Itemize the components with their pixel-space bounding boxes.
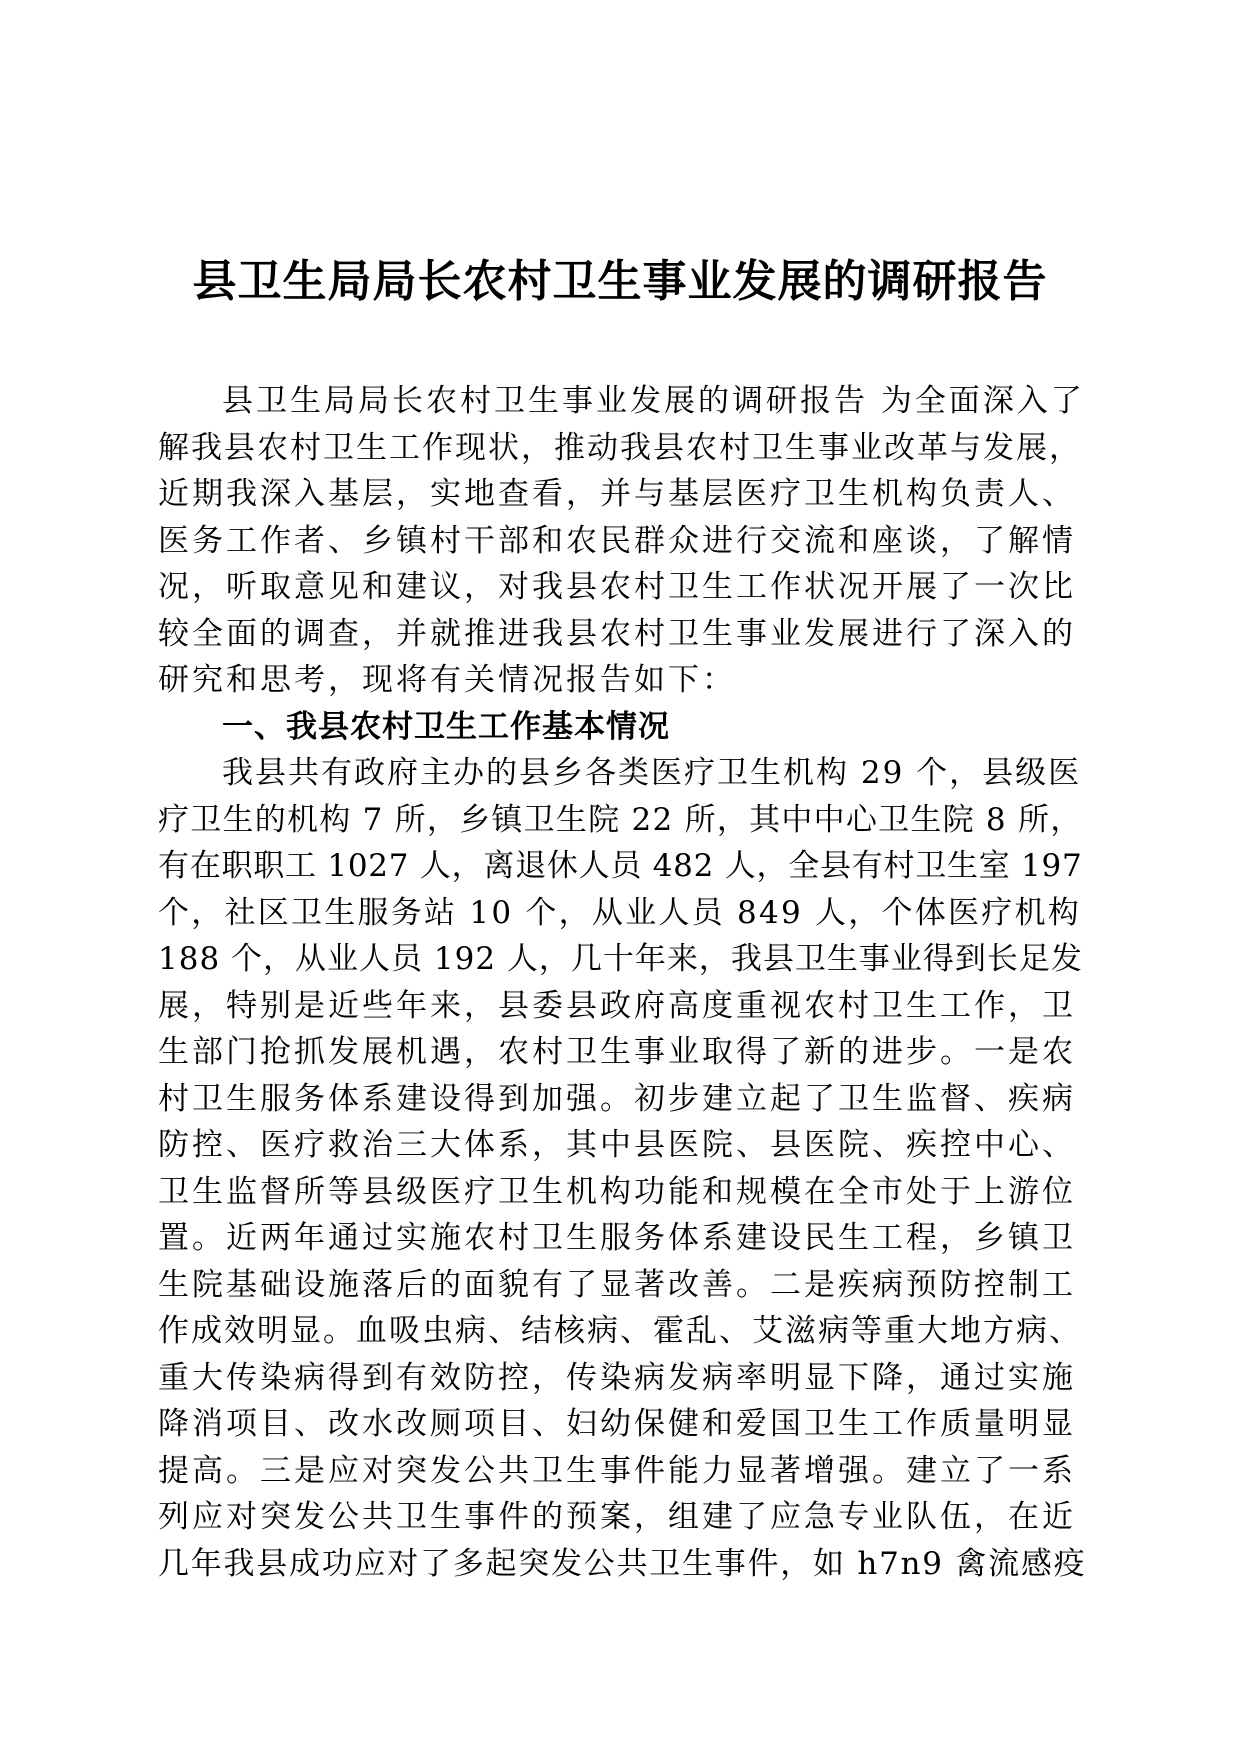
section-line: 卫生监督所等县级医疗卫生机构功能和规模在全市处于上游位 <box>158 1173 1076 1210</box>
intro-line: 解我县农村卫生工作现状，推动我县农村卫生事业改革与发展， <box>158 429 1082 466</box>
intro-line: 况，听取意见和建议，对我县农村卫生工作状况开展了一次比 <box>158 569 1076 605</box>
section-line: 有在职职工 1027 人，离退休人员 482 人，全县有村卫生室 197 <box>158 848 1083 884</box>
intro-line: 研究和思考，现将有关情况报告如下： <box>158 662 736 698</box>
intro-line: 县卫生局局长农村卫生事业发展的调研报告 为全面深入了 <box>222 383 1085 419</box>
section-line: 几年我县成功应对了多起突发公共卫生事件，如 h7n9 禽流感疫 <box>158 1545 1087 1582</box>
section-line: 作成效明显。血吸虫病、结核病、霍乱、艾滋病等重大地方病、 <box>158 1313 1082 1349</box>
section-line: 置。近两年通过实施农村卫生服务体系建设民生工程，乡镇卫 <box>158 1220 1076 1256</box>
section-line: 列应对突发公共卫生事件的预案，组建了应急专业队伍，在近 <box>158 1499 1076 1535</box>
section-line: 提高。三是应对突发公共卫生事件能力显著增强。建立了一系 <box>158 1452 1076 1489</box>
document-title: 县卫生局局长农村卫生事业发展的调研报告 <box>192 256 1048 307</box>
section-line: 生部门抢抓发展机遇，农村卫生事业取得了新的进步。一是农 <box>158 1034 1076 1070</box>
intro-line: 近期我深入基层，实地查看，并与基层医疗卫生机构负责人、 <box>158 476 1076 512</box>
document-body <box>158 378 1086 1587</box>
section-line: 降消项目、改水改厕项目、妇幼保健和爱国卫生工作质量明显 <box>158 1406 1076 1442</box>
section-line: 188 个，从业人员 192 人，几十年来，我县卫生事业得到长足发 <box>158 941 1083 977</box>
section-line: 个，社区卫生服务站 10 个，从业人员 849 人，个体医疗机构 <box>158 894 1082 931</box>
section-line: 生院基础设施落后的面貌有了显著改善。二是疾病预防控制工 <box>158 1266 1076 1303</box>
intro-line: 较全面的调查，并就推进我县农村卫生事业发展进行了深入的 <box>158 615 1076 652</box>
section-line: 我县共有政府主办的县乡各类医疗卫生机构 29 个，县级医 <box>222 755 1082 791</box>
section-line: 防控、医疗救治三大体系，其中县医院、县医院、疾控中心、 <box>158 1127 1076 1163</box>
section-heading: 一、我县农村卫生工作基本情况 <box>222 708 670 745</box>
section-line: 展，特别是近些年来，县委县政府高度重视农村卫生工作，卫 <box>158 987 1076 1024</box>
intro-line: 医务工作者、乡镇村干部和农民群众进行交流和座谈，了解情 <box>158 522 1076 559</box>
section-line: 村卫生服务体系建设得到加强。初步建立起了卫生监督、疾病 <box>158 1080 1076 1117</box>
section-line: 疗卫生的机构 7 所，乡镇卫生院 22 所，其中中心卫生院 8 所， <box>158 801 1083 838</box>
section-line: 重大传染病得到有效防控，传染病发病率明显下降，通过实施 <box>158 1359 1076 1396</box>
